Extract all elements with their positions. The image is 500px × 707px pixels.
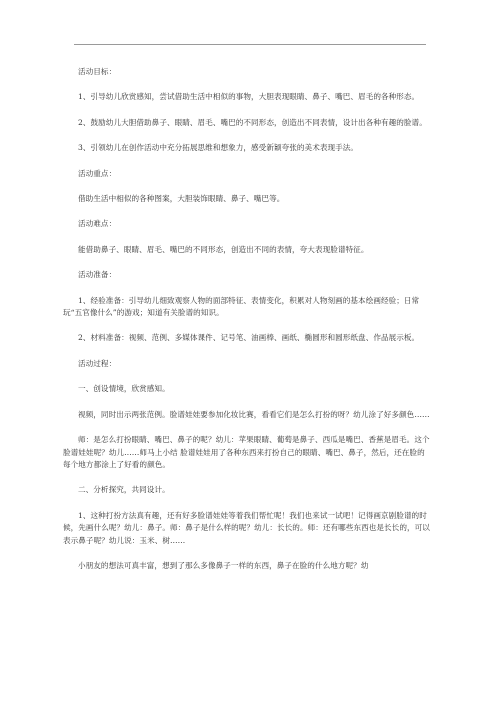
goal-1: 1、引导幼儿欣赏感知，尝试借助生活中相似的事物，大胆表现眼睛、鼻子、嘴巴、眉毛的各种形态。 [78, 92, 420, 102]
heading-goals: 活动目标： [78, 67, 117, 76]
process-step-1-heading: 一、创设情境，欣赏感知。 [78, 384, 170, 394]
goal-2: 2、鼓励幼儿大胆借助鼻子、眼睛、眉毛、嘴巴的不同形态，创造出不同表情，设计出各种有趣的脸谱。 [78, 117, 427, 127]
preparation-experience: 1、经验准备：引导幼儿细致观察人物的面部特征、表情变化，积累对人物刻画的基本绘画经验；日常玩“五官像什么”的游戏；知道有关脸谱的知识。 [63, 295, 420, 318]
heading-key-points: 活动重点： [78, 168, 117, 178]
difficulties-text: 能借助鼻子、眼睛、眉毛、嘴巴的不同形态，创造出不同的表情，夸大表现脸谱特征。 [78, 244, 369, 254]
goal-3: 3、引领幼儿在创作活动中充分拓展思维和想象力，感受新颖夸张的美术表现手法。 [78, 143, 359, 153]
preparation-materials: 2、材料准备：视频、范例、多媒体课件、记号笔、油画棒、画纸、椭圆形和圆形纸盘、作品展示板。 [78, 333, 420, 343]
heading-process: 活动过程： [78, 358, 117, 368]
heading-difficulties: 活动难点： [78, 219, 117, 229]
process-step-1-video: 视频，同时出示两张范例。脸谱娃娃要参加化妆比赛，看看它们是怎么打扮的呀？幼儿涂了好多颜色…… [78, 409, 430, 419]
key-points-text: 借助生活中相似的各种图案，大胆装饰眼睛、鼻子、嘴巴等。 [78, 194, 285, 204]
process-step-2-heading: 二、分析探究，共同设计。 [78, 485, 170, 495]
process-step-1-dialogue: 师：是怎么打扮眼睛、嘴巴、鼻子的呢？幼儿：苹果眼睛、葡萄是鼻子、西瓜是嘴巴、香蕉是眉毛。这个脸谱娃娃呢？幼儿……师马上小结 脸谱娃娃用了各种东西来打扮自己的眼睛、嘴巴、鼻子，然后，还在脸的每个地方都涂上了好看的颜色。 [63, 435, 430, 469]
document-body [63, 66, 431, 572]
heading-preparation: 活动准备： [78, 270, 117, 280]
process-step-2-dialogue: 1、这种打扮方法真有趣，还有好多脸谱娃娃等着我们帮忙呢！我们也来试一试吧！记得画京剧脸谱的时候，先画什么呢？幼儿：鼻子。师：鼻子是什么样的呢？幼儿：长长的。师：还有哪些东西也是长长的，可以表示鼻子呢？幼儿说：玉米、树…… [63, 510, 430, 545]
process-step-2-continued: 小朋友的想法可真丰富，想到了那么多像鼻子一样的东西，鼻子在脸的什么地方呢？幼 [78, 560, 369, 570]
header-rule [74, 44, 426, 45]
